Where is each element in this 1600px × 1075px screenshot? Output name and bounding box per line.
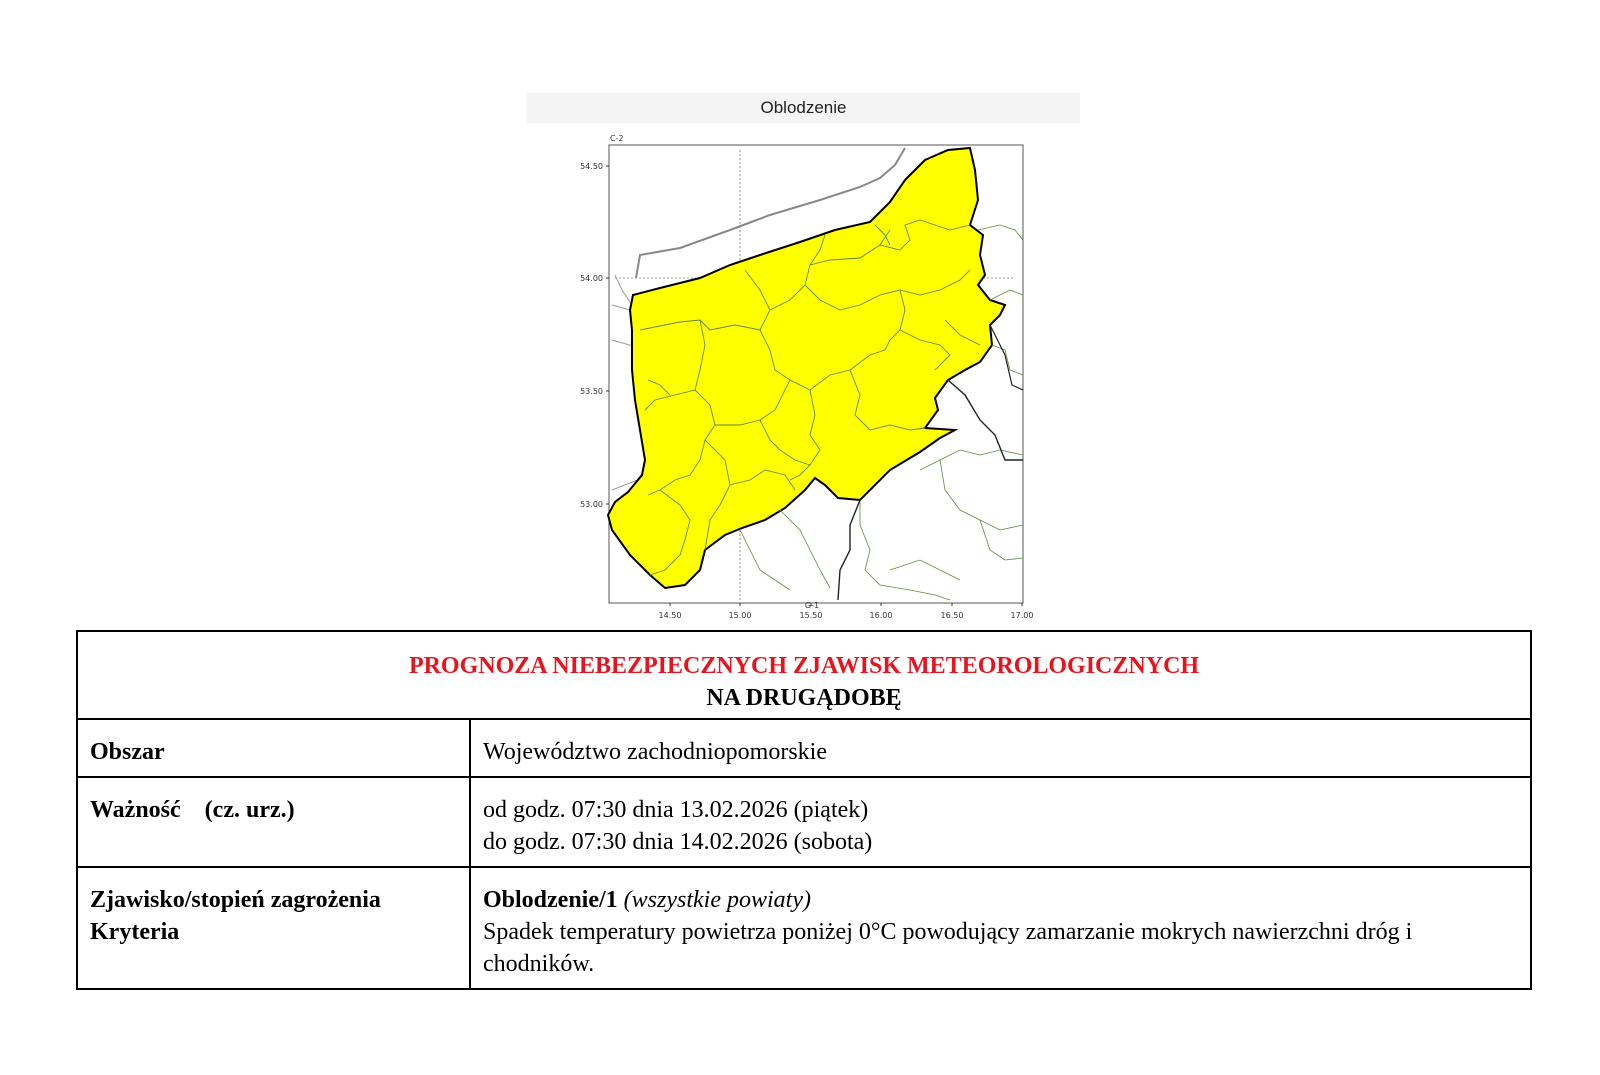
lon-ticks [659,603,1034,620]
table-row [77,777,1531,867]
zjawisko-label-line1: Zjawisko/stopień zagrożenia [90,887,381,913]
lon-label: 14.50 [658,611,682,620]
waznosc-label: Ważność (cz. urz.) [77,777,470,867]
zjawisko-scope: (wszystkie powiaty) [623,887,811,913]
waznosc-to: do godz. 07:30 dnia 14.02.2026 (sobota) [483,829,873,855]
obszar-value: Województwo zachodniopomorskie [470,719,1531,777]
obszar-label: Obszar [77,719,470,777]
lon-label: 15.00 [728,611,752,620]
map-svg [560,130,1040,630]
lat-label: 53.00 [580,500,603,509]
table-row [77,719,1531,777]
zjawisko-label-line2: Kryteria [90,919,180,945]
lon-label: 17.00 [1010,611,1034,620]
zjawisko-heading [483,884,1518,916]
map-caption: Oblodzenie [527,93,1080,123]
lat-label: 54.00 [580,274,603,283]
table-header [77,631,1531,719]
forecast-table [76,630,1532,990]
bottom-label: G-1 [804,601,820,610]
table-row [77,867,1531,989]
waznosc-from: od godz. 07:30 dnia 13.02.2026 (piątek) [483,797,869,823]
lon-label: 16.50 [940,611,964,620]
zjawisko-value [470,867,1531,989]
zjawisko-criteria: Spadek temperatury powietrza poniżej 0°C powodujący zamarzanie mokrych nawierzchni dróg i chodników. [483,919,1413,977]
zjawisko-label [77,867,470,989]
waznosc-value [470,777,1531,867]
zjawisko-name: Oblodzenie/1 [483,887,618,913]
lat-ticks [580,162,609,509]
forecast-title: PROGNOZA NIEBEZPIECZNYCH ZJAWISK METEOROLOGICZNYCH [408,653,1200,679]
forecast-subtitle: NA DRUGĄDOBĘ [706,685,902,711]
lat-label: 54.50 [580,162,603,171]
lat-label: 53.50 [580,387,603,396]
lon-label: 15.50 [799,611,823,620]
warning-map [560,130,1040,630]
corner-label: C-2 [610,134,624,143]
lon-label: 16.00 [869,611,893,620]
